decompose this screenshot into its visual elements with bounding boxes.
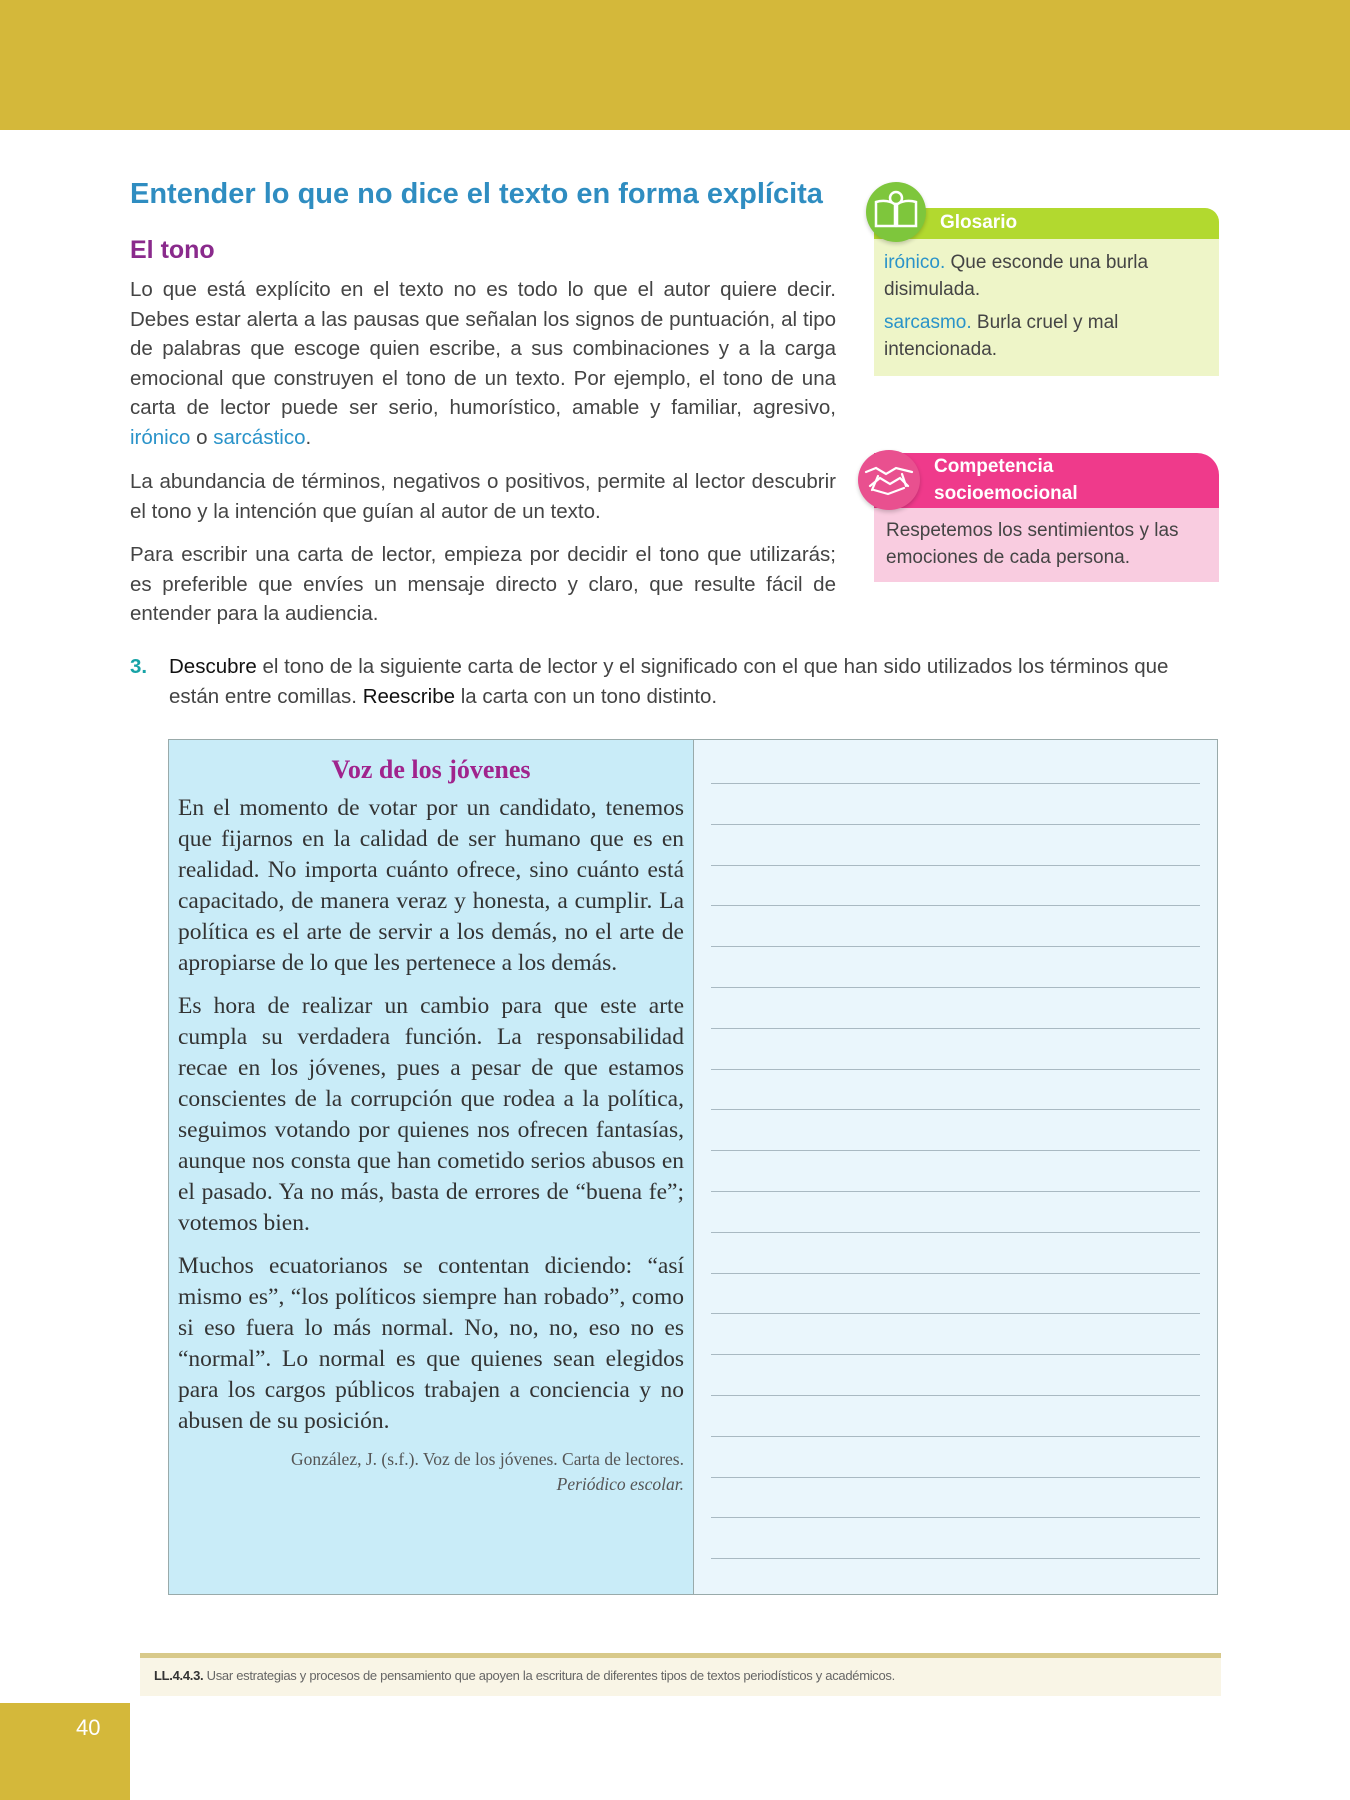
competencia-text: Respetemos los sentimientos y las emociones de cada persona. [874,508,1219,582]
skill-code: LL.4.4.3. [154,1668,204,1683]
writing-line[interactable] [711,1232,1200,1233]
glossary-entry [884,249,1209,303]
term-ironico[interactable]: irónico [130,425,191,449]
glossary-entry [884,309,1209,363]
writing-line[interactable] [711,1150,1200,1151]
letter-paragraph: Es hora de realizar un cambio para que este arte cumpla su verdadera función. La responsabilidad recae en los jóvenes, pues a pesar de que estamos conscientes de la corrupción que rodea a la política, seguimos votando por quienes nos ofrecen fantasías, aunque nos consta que han cometido serios abusos en el pasado. Ya no más, basta de errores de “buena fe”; votemos bien. [178,993,684,1236]
handshake-icon [858,450,920,510]
competencia-title-line2: socioemocional [934,483,1078,504]
letter-source: González, J. (s.f.). Voz de los jóvenes. Carta de lectores. [291,1449,684,1469]
activity-verb: Reescribe [362,685,455,708]
writing-line[interactable] [711,824,1200,825]
glossary-definition: Burla cruel y mal intencionada. [884,312,1119,360]
activity-number: 3. [130,655,148,678]
writing-line[interactable] [711,1517,1200,1518]
activity-verb: Descubre [169,655,257,678]
letter-title: Voz de los jóvenes [331,755,531,784]
paragraph-text: o [190,425,214,449]
glossary-term: sarcasmo. [884,312,972,333]
activity-text: el tono de la siguiente carta de lector y el significado con el que han sido utilizados los términos que están entre comillas. [169,655,1169,708]
curriculum-footer [140,1653,1221,1696]
competencia-title-line1: Competencia [934,456,1054,477]
writing-line[interactable] [711,1558,1200,1559]
glossary-title: Glosario [874,208,1219,239]
section-subtitle: El tono [130,236,215,264]
activity-text: la carta con un tono distinto. [455,685,718,708]
writing-line[interactable] [711,865,1200,866]
writing-line[interactable] [711,1354,1200,1355]
book-icon [866,182,926,242]
top-band [0,0,1350,130]
writing-area[interactable] [694,740,1217,1594]
writing-line[interactable] [711,1313,1200,1314]
writing-line[interactable] [711,1191,1200,1192]
competencia-box [874,453,1219,582]
letter-paragraph: En el momento de votar por un candidato, tenemos que fijarnos en la calidad de ser humano que es en realidad. No importa cuánto ofrece, sino cuánto está capacitado, de manera veraz y honesta, a cumplir. La política es el arte de servir a los demás, no el arte de apropiarse de lo que les pertenece a los demás. [178,795,684,976]
paragraph-text: . [305,425,312,449]
writing-line[interactable] [711,946,1200,947]
letter-paragraph: Muchos ecuatorianos se contentan diciendo: “así mismo es”, “los políticos siempre han robado”, como si eso fuera lo más normal. No, no, no, eso no es “normal”. Lo normal es que quienes sean elegidos para los cargos públicos trabajen a conciencia y no abusen de su posición. [178,1253,684,1434]
writing-line[interactable] [711,1069,1200,1070]
writing-line[interactable] [711,905,1200,906]
paragraph-3: Para escribir una carta de lector, empieza por decidir el tono que utilizarás; es preferible que envíes un mensaje directo y claro, que resulte fácil de entender para la audiencia. [130,543,836,625]
page-number: 40 [0,1703,130,1800]
reader-letter [169,740,694,1594]
paragraph-text: Lo que está explícito en el texto no es todo lo que el autor quiere decir. Debes estar alerta a las pausas que señalan los signos de puntuación, al tipo de palabras que escoge quien escribe, a sus combinaciones y a la carga emocional que construyen el tono de un texto. Por ejemplo, el tono de una carta de lector puede ser serio, humorístico, amable y familiar, agresivo, [130,278,836,419]
activity-table [168,739,1218,1595]
writing-line[interactable] [711,1395,1200,1396]
glossary-definition: Que esconde una burla disimulada. [884,252,1149,300]
letter-source-publication: Periódico escolar. [556,1474,684,1494]
writing-line[interactable] [711,1477,1200,1478]
activity-3 [130,652,1220,712]
writing-line[interactable] [711,1273,1200,1274]
writing-line[interactable] [711,987,1200,988]
writing-line[interactable] [711,783,1200,784]
glossary-term: irónico. [884,252,946,273]
writing-line[interactable] [711,1436,1200,1437]
paragraph-2: La abundancia de términos, negativos o positivos, permite al lector descubrir el tono y la intención que guían al autor de un texto. [130,470,836,523]
writing-line[interactable] [711,1109,1200,1110]
writing-line[interactable] [711,1028,1200,1029]
skill-description: Usar estrategias y procesos de pensamiento que apoyen la escritura de diferentes tipos de textos periodísticos y académicos. [203,1668,895,1683]
paragraph-1 [130,275,836,452]
term-sarcastico[interactable]: sarcástico [213,425,306,449]
page-title: Entender lo que no dice el texto en forma explícita [130,178,823,210]
